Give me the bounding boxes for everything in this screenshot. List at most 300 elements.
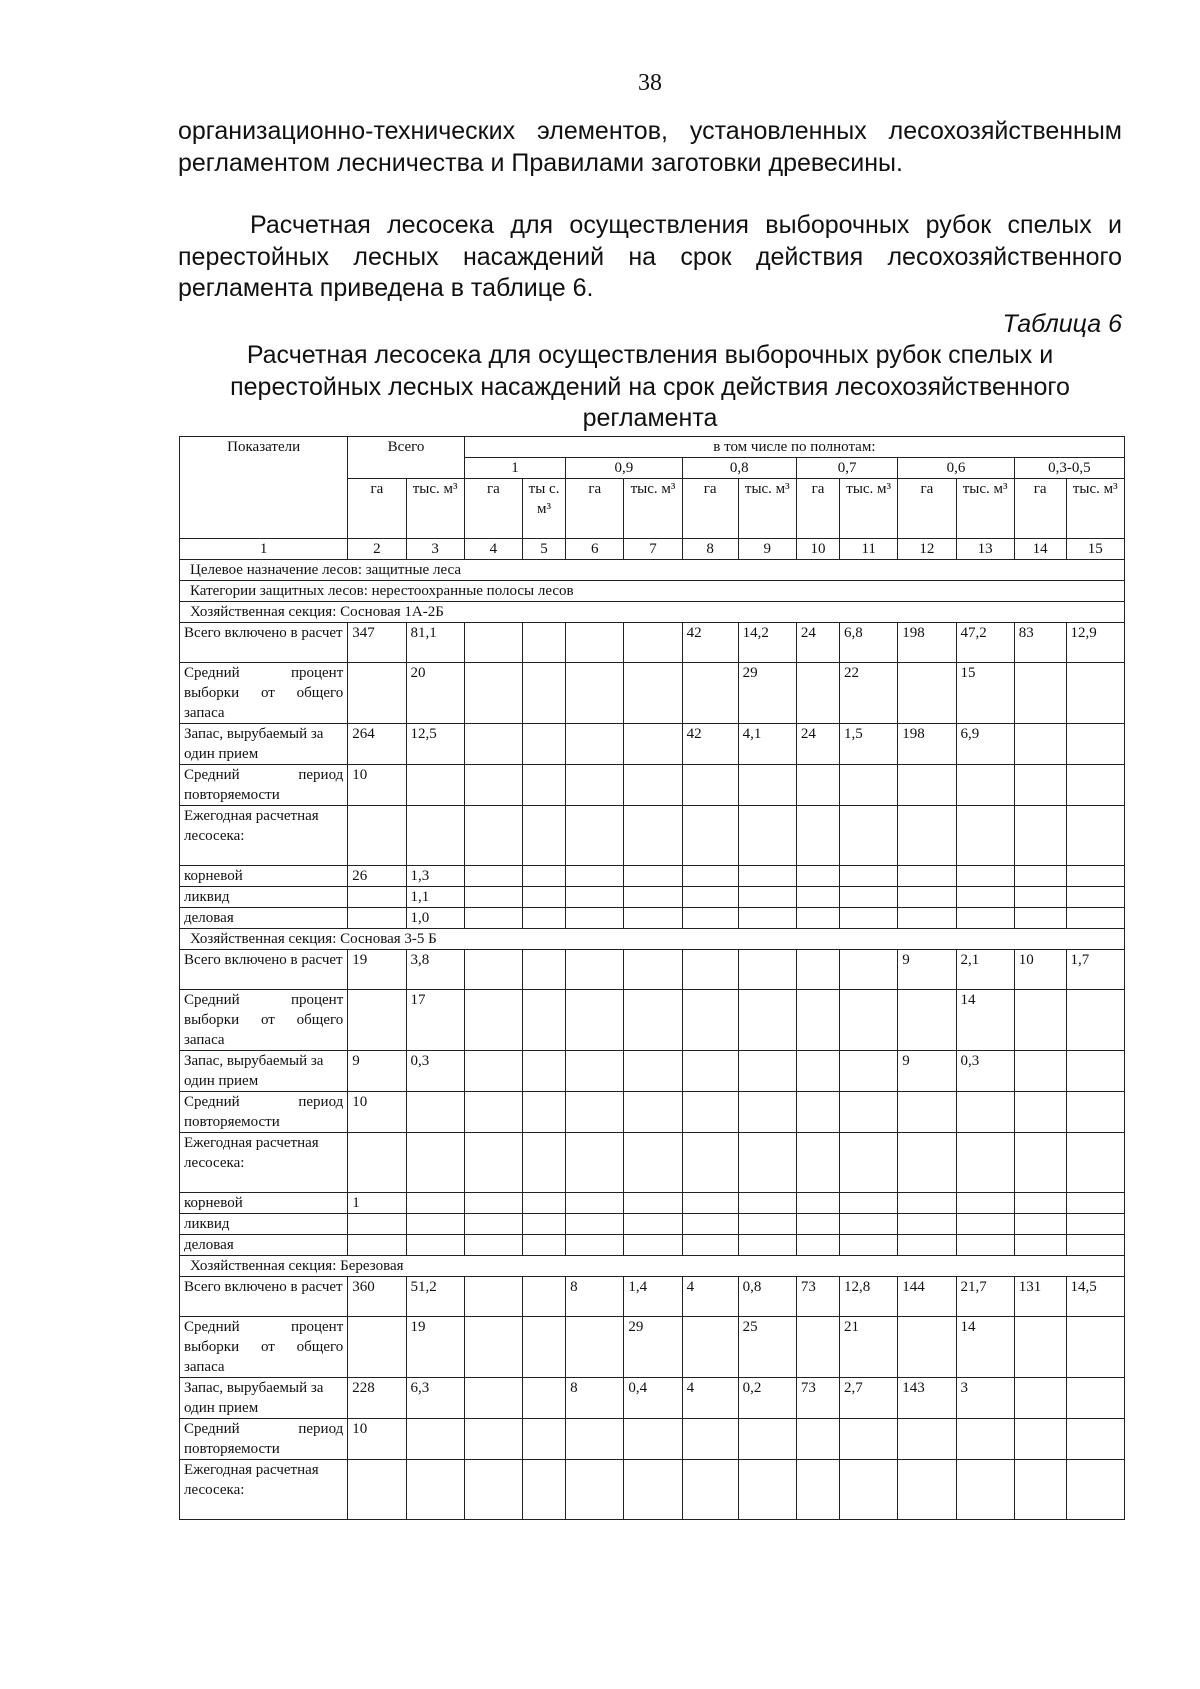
table-cell bbox=[1066, 1133, 1124, 1193]
table-cell: 29 bbox=[738, 663, 796, 724]
table-cell: 3 bbox=[956, 1378, 1014, 1419]
table-cell bbox=[1014, 887, 1066, 908]
table-cell bbox=[1066, 887, 1124, 908]
table-cell bbox=[1066, 866, 1124, 887]
table-cell bbox=[682, 1193, 738, 1214]
table-cell: 1,7 bbox=[1066, 950, 1124, 990]
table-cell bbox=[522, 663, 565, 724]
table-cell: 4 bbox=[682, 1378, 738, 1419]
column-number: 11 bbox=[840, 539, 898, 560]
table-cell bbox=[522, 990, 565, 1051]
header-indicators: Показатели bbox=[180, 437, 348, 539]
table-cell bbox=[406, 1214, 464, 1235]
table-cell bbox=[682, 1460, 738, 1520]
column-number: 6 bbox=[566, 539, 624, 560]
table-cell bbox=[796, 1460, 839, 1520]
header-thous-m3: ты с. м³ bbox=[522, 479, 565, 539]
table-cell bbox=[522, 1214, 565, 1235]
forest-purpose: Целевое назначение лесов: защитные леса bbox=[180, 560, 1125, 581]
column-number: 10 bbox=[796, 539, 839, 560]
table-cell bbox=[464, 1214, 522, 1235]
table-body bbox=[180, 437, 1125, 1520]
table-cell bbox=[522, 1378, 565, 1419]
header-thous-m3: тыс. м³ bbox=[624, 479, 682, 539]
table-cell bbox=[464, 765, 522, 806]
table-cell bbox=[956, 866, 1014, 887]
table-cell bbox=[956, 1419, 1014, 1460]
table-cell: 6,8 bbox=[840, 623, 898, 663]
root-stock-row bbox=[180, 1193, 1125, 1214]
table-cell: 143 bbox=[898, 1378, 956, 1419]
table-cell bbox=[566, 908, 624, 929]
table-cell: 1,3 bbox=[406, 866, 464, 887]
table-cell bbox=[1014, 1051, 1066, 1092]
row-label: Запас, вырубаемый за один прием bbox=[180, 1051, 348, 1092]
table-cell bbox=[738, 1419, 796, 1460]
table-cell bbox=[682, 1133, 738, 1193]
table-cell bbox=[406, 1193, 464, 1214]
section-title: Хозяйственная секция: Сосновая 3-5 Б bbox=[180, 929, 1125, 950]
table-cell bbox=[738, 1092, 796, 1133]
column-number: 3 bbox=[406, 539, 464, 560]
table-cell bbox=[624, 1051, 682, 1092]
table-cell bbox=[522, 887, 565, 908]
table-cell bbox=[1014, 724, 1066, 765]
table-cell bbox=[464, 1193, 522, 1214]
table-cell bbox=[1014, 866, 1066, 887]
table-cell bbox=[464, 1092, 522, 1133]
table-cell bbox=[956, 806, 1014, 866]
table-cell bbox=[566, 1133, 624, 1193]
table-cell bbox=[624, 1133, 682, 1193]
table-cell bbox=[796, 908, 839, 929]
table-cell bbox=[1066, 908, 1124, 929]
table-cell bbox=[1014, 1317, 1066, 1378]
avg-selection-percent-row bbox=[180, 990, 1125, 1051]
table-cell: 12,5 bbox=[406, 724, 464, 765]
table-cell bbox=[624, 990, 682, 1051]
table-cell bbox=[406, 1235, 464, 1256]
table-cell: 19 bbox=[406, 1317, 464, 1378]
table-cell bbox=[738, 990, 796, 1051]
table-cell bbox=[624, 1092, 682, 1133]
table-cell: 21 bbox=[840, 1317, 898, 1378]
felling-area-table bbox=[179, 436, 1125, 1520]
table-cell: 1,5 bbox=[840, 724, 898, 765]
table-cell: 51,2 bbox=[406, 1277, 464, 1317]
table-cell bbox=[956, 765, 1014, 806]
table-cell bbox=[738, 765, 796, 806]
table-cell: 22 bbox=[840, 663, 898, 724]
table-cell bbox=[624, 765, 682, 806]
table-cell: 1,0 bbox=[406, 908, 464, 929]
row-label: Ежегодная расчетная лесосека: bbox=[180, 1460, 348, 1520]
table-cell bbox=[898, 1235, 956, 1256]
table-cell bbox=[738, 908, 796, 929]
table-cell bbox=[624, 1235, 682, 1256]
table-cell bbox=[566, 990, 624, 1051]
header-ha: га bbox=[796, 479, 839, 539]
table-cell: 0,3 bbox=[406, 1051, 464, 1092]
table-cell bbox=[898, 908, 956, 929]
table-cell bbox=[624, 806, 682, 866]
table-cell bbox=[898, 1419, 956, 1460]
table-cell bbox=[796, 1193, 839, 1214]
table-cell: 24 bbox=[796, 724, 839, 765]
table-cell bbox=[624, 623, 682, 663]
table-cell bbox=[464, 1051, 522, 1092]
table-cell bbox=[566, 765, 624, 806]
table-cell bbox=[348, 1235, 406, 1256]
row-label: Средний период повторяемости bbox=[180, 765, 348, 806]
total-included-row bbox=[180, 1277, 1125, 1317]
table-cell: 12,9 bbox=[1066, 623, 1124, 663]
table-cell bbox=[406, 765, 464, 806]
table-cell bbox=[522, 1193, 565, 1214]
total-included-row bbox=[180, 623, 1125, 663]
table-cell bbox=[566, 1092, 624, 1133]
table-cell bbox=[1066, 1193, 1124, 1214]
section-header-row bbox=[180, 929, 1125, 950]
section-header-row bbox=[180, 602, 1125, 623]
table-cell bbox=[738, 950, 796, 990]
table-cell: 19 bbox=[348, 950, 406, 990]
table-cell: 0,8 bbox=[738, 1277, 796, 1317]
table-cell bbox=[566, 1193, 624, 1214]
table-cell: 8 bbox=[566, 1378, 624, 1419]
table-cell bbox=[566, 623, 624, 663]
table-cell bbox=[840, 1133, 898, 1193]
table-cell bbox=[796, 1235, 839, 1256]
table-cell bbox=[566, 1317, 624, 1378]
table-cell bbox=[1066, 1051, 1124, 1092]
table-cell bbox=[624, 866, 682, 887]
header-ha: га bbox=[566, 479, 624, 539]
table-cell bbox=[1066, 724, 1124, 765]
table-cell bbox=[1014, 990, 1066, 1051]
table-cell bbox=[796, 1419, 839, 1460]
table-cell: 12,8 bbox=[840, 1277, 898, 1317]
table-cell bbox=[840, 1214, 898, 1235]
table-cell bbox=[1014, 765, 1066, 806]
table-cell: 83 bbox=[1014, 623, 1066, 663]
avg-repeat-period-row bbox=[180, 765, 1125, 806]
table-cell bbox=[624, 1193, 682, 1214]
table-cell bbox=[566, 950, 624, 990]
table-cell: 15 bbox=[956, 663, 1014, 724]
table-cell bbox=[464, 623, 522, 663]
category-row bbox=[180, 581, 1125, 602]
header-by-density: в том числе по полнотам: bbox=[464, 437, 1124, 458]
row-label: деловая bbox=[180, 1235, 348, 1256]
table-cell: 14,2 bbox=[738, 623, 796, 663]
table-cell bbox=[898, 866, 956, 887]
table-cell bbox=[738, 1133, 796, 1193]
table-cell bbox=[464, 1419, 522, 1460]
table-cell bbox=[738, 806, 796, 866]
table-cell bbox=[682, 908, 738, 929]
table-cell bbox=[1014, 1378, 1066, 1419]
table-cell bbox=[1014, 1092, 1066, 1133]
table-cell bbox=[464, 1133, 522, 1193]
table-cell bbox=[464, 908, 522, 929]
table-cell bbox=[738, 1051, 796, 1092]
column-number: 5 bbox=[522, 539, 565, 560]
header-density-0-7: 0,7 bbox=[796, 458, 897, 479]
header-density-1: 1 bbox=[464, 458, 565, 479]
row-label: Средний процент выборки от общего запаса bbox=[180, 663, 348, 724]
table-cell bbox=[464, 724, 522, 765]
table-cell bbox=[522, 1317, 565, 1378]
header-thous-m3: тыс. м³ bbox=[738, 479, 796, 539]
table-cell bbox=[348, 908, 406, 929]
row-label: ликвид bbox=[180, 887, 348, 908]
table-cell bbox=[348, 1214, 406, 1235]
liquid-row bbox=[180, 887, 1125, 908]
table-cell: 198 bbox=[898, 623, 956, 663]
table-cell: 9 bbox=[348, 1051, 406, 1092]
table-cell bbox=[956, 1235, 1014, 1256]
table-cell bbox=[796, 950, 839, 990]
table-cell bbox=[956, 1460, 1014, 1520]
table-cell bbox=[898, 1460, 956, 1520]
header-thous-m3: тыс. м³ bbox=[956, 479, 1014, 539]
table-cell: 1 bbox=[348, 1193, 406, 1214]
table-cell bbox=[840, 908, 898, 929]
column-number: 7 bbox=[624, 539, 682, 560]
table-cell bbox=[796, 887, 839, 908]
row-label: Средний период повторяемости bbox=[180, 1419, 348, 1460]
table-cell bbox=[464, 866, 522, 887]
table-cell bbox=[796, 1051, 839, 1092]
table-cell bbox=[566, 1214, 624, 1235]
table-cell bbox=[898, 1193, 956, 1214]
header-ha: га bbox=[1014, 479, 1066, 539]
header-density-0-6: 0,6 bbox=[898, 458, 1014, 479]
table-cell bbox=[738, 1460, 796, 1520]
table-cell: 3,8 bbox=[406, 950, 464, 990]
table-cell bbox=[682, 1051, 738, 1092]
row-label: корневой bbox=[180, 1193, 348, 1214]
table-cell bbox=[682, 866, 738, 887]
table-cell: 0,3 bbox=[956, 1051, 1014, 1092]
header-ha: га bbox=[348, 479, 406, 539]
table-cell bbox=[738, 1214, 796, 1235]
table-cell bbox=[956, 1092, 1014, 1133]
table-cell bbox=[1014, 806, 1066, 866]
table-cell bbox=[464, 1378, 522, 1419]
table-cell bbox=[348, 1133, 406, 1193]
table-cell bbox=[682, 1317, 738, 1378]
row-label: Средний процент выборки от общего запаса bbox=[180, 990, 348, 1051]
protective-forest-category: Категории защитных лесов: нерестоохранные полосы лесов bbox=[180, 581, 1125, 602]
table-cell: 24 bbox=[796, 623, 839, 663]
table-cell: 29 bbox=[624, 1317, 682, 1378]
table-cell: 360 bbox=[348, 1277, 406, 1317]
table-cell bbox=[522, 1419, 565, 1460]
table-cell bbox=[796, 1133, 839, 1193]
table-cell bbox=[1014, 1419, 1066, 1460]
table-cell bbox=[898, 663, 956, 724]
table-cell bbox=[464, 1460, 522, 1520]
annual-felling-area-row bbox=[180, 806, 1125, 866]
column-number: 4 bbox=[464, 539, 522, 560]
row-label: Всего включено в расчет bbox=[180, 1277, 348, 1317]
table-cell: 6,3 bbox=[406, 1378, 464, 1419]
table-cell bbox=[796, 1317, 839, 1378]
table-cell: 1,4 bbox=[624, 1277, 682, 1317]
row-label: Ежегодная расчетная лесосека: bbox=[180, 806, 348, 866]
table-cell bbox=[522, 765, 565, 806]
table-cell bbox=[1066, 1092, 1124, 1133]
header-thous-m3: тыс. м³ bbox=[406, 479, 464, 539]
table-cell bbox=[956, 887, 1014, 908]
table-cell: 73 bbox=[796, 1277, 839, 1317]
table-cell bbox=[796, 806, 839, 866]
table-cell bbox=[682, 1092, 738, 1133]
table-cell bbox=[522, 1051, 565, 1092]
table-cell bbox=[348, 663, 406, 724]
table-cell bbox=[840, 866, 898, 887]
table-cell bbox=[624, 1419, 682, 1460]
table-cell bbox=[464, 990, 522, 1051]
table-cell: 14 bbox=[956, 990, 1014, 1051]
table-cell bbox=[682, 663, 738, 724]
table-cell bbox=[624, 887, 682, 908]
table-cell: 26 bbox=[348, 866, 406, 887]
table-cell bbox=[522, 908, 565, 929]
table-cell bbox=[1066, 1378, 1124, 1419]
table-cell: 131 bbox=[1014, 1277, 1066, 1317]
table-cell bbox=[566, 866, 624, 887]
table-cell bbox=[1014, 908, 1066, 929]
table-cell bbox=[738, 1235, 796, 1256]
table-cell bbox=[624, 908, 682, 929]
header-density-0-8: 0,8 bbox=[682, 458, 796, 479]
column-number: 14 bbox=[1014, 539, 1066, 560]
table-cell bbox=[1014, 1460, 1066, 1520]
table-cell bbox=[1066, 765, 1124, 806]
table-cell bbox=[1014, 1235, 1066, 1256]
table-cell: 144 bbox=[898, 1277, 956, 1317]
table-cell: 10 bbox=[348, 1419, 406, 1460]
table-cell bbox=[566, 1235, 624, 1256]
table-cell bbox=[682, 950, 738, 990]
table-cell bbox=[1066, 990, 1124, 1051]
table-cell: 228 bbox=[348, 1378, 406, 1419]
table-cell: 0,2 bbox=[738, 1378, 796, 1419]
table-cell: 6,9 bbox=[956, 724, 1014, 765]
table-cell bbox=[956, 1214, 1014, 1235]
table-cell: 25 bbox=[738, 1317, 796, 1378]
table-cell bbox=[348, 1317, 406, 1378]
table-cell bbox=[1066, 806, 1124, 866]
row-label: корневой bbox=[180, 866, 348, 887]
table-cell: 9 bbox=[898, 1051, 956, 1092]
table-cell bbox=[1014, 1214, 1066, 1235]
table-cell: 21,7 bbox=[956, 1277, 1014, 1317]
table-cell bbox=[840, 1235, 898, 1256]
table-cell bbox=[898, 887, 956, 908]
table-cell: 14,5 bbox=[1066, 1277, 1124, 1317]
table-cell bbox=[1066, 1460, 1124, 1520]
table-cell bbox=[796, 866, 839, 887]
table-cell: 10 bbox=[1014, 950, 1066, 990]
table-cell bbox=[406, 1092, 464, 1133]
total-included-row bbox=[180, 950, 1125, 990]
table-cell bbox=[898, 765, 956, 806]
table-cell bbox=[840, 887, 898, 908]
table-cell bbox=[840, 1193, 898, 1214]
column-number: 13 bbox=[956, 539, 1014, 560]
table-cell bbox=[1066, 663, 1124, 724]
table-cell bbox=[682, 806, 738, 866]
table-cell bbox=[840, 1092, 898, 1133]
table-cell bbox=[682, 1214, 738, 1235]
row-label: Запас, вырубаемый за один прием bbox=[180, 724, 348, 765]
table-cell bbox=[796, 765, 839, 806]
table-cell bbox=[464, 950, 522, 990]
table-title: Расчетная лесосека для осуществления выборочных рубок спелых и перестойных лесных насаждений на срок действия лесохозяйственного регламента bbox=[230, 341, 1070, 432]
table-cell: 4 bbox=[682, 1277, 738, 1317]
table-cell bbox=[796, 1214, 839, 1235]
commercial-row bbox=[180, 908, 1125, 929]
stock-per-cut-row bbox=[180, 1378, 1125, 1419]
table-cell: 347 bbox=[348, 623, 406, 663]
table-cell bbox=[624, 1214, 682, 1235]
table-cell bbox=[464, 887, 522, 908]
table-cell: 198 bbox=[898, 724, 956, 765]
column-number: 8 bbox=[682, 539, 738, 560]
table-cell bbox=[624, 724, 682, 765]
row-label: Всего включено в расчет bbox=[180, 623, 348, 663]
table-cell bbox=[898, 806, 956, 866]
header-ha: га bbox=[464, 479, 522, 539]
table-cell bbox=[406, 806, 464, 866]
table-cell bbox=[796, 663, 839, 724]
table-cell bbox=[566, 1051, 624, 1092]
table-cell bbox=[682, 1419, 738, 1460]
header-total: Всего bbox=[348, 437, 464, 479]
table-cell bbox=[464, 1317, 522, 1378]
table-cell bbox=[406, 1419, 464, 1460]
table-cell bbox=[522, 806, 565, 866]
table-cell bbox=[796, 990, 839, 1051]
table-cell bbox=[522, 950, 565, 990]
stock-per-cut-row bbox=[180, 1051, 1125, 1092]
table-cell: 14 bbox=[956, 1317, 1014, 1378]
table-cell bbox=[738, 1193, 796, 1214]
header-thous-m3: тыс. м³ bbox=[840, 479, 898, 539]
table-cell: 1,1 bbox=[406, 887, 464, 908]
table-cell bbox=[898, 1214, 956, 1235]
table-cell bbox=[566, 724, 624, 765]
table-cell bbox=[624, 950, 682, 990]
table-cell bbox=[566, 663, 624, 724]
table-cell bbox=[840, 1051, 898, 1092]
table-cell: 2,7 bbox=[840, 1378, 898, 1419]
table-cell bbox=[624, 1460, 682, 1520]
table-cell bbox=[464, 806, 522, 866]
table-cell bbox=[840, 990, 898, 1051]
annual-felling-area-row bbox=[180, 1460, 1125, 1520]
table-cell bbox=[1066, 1214, 1124, 1235]
table-cell bbox=[406, 1133, 464, 1193]
header-thous-m3: тыс. м³ bbox=[1066, 479, 1124, 539]
header-ha: га bbox=[682, 479, 738, 539]
table-cell: 8 bbox=[566, 1277, 624, 1317]
header-ha: га bbox=[898, 479, 956, 539]
